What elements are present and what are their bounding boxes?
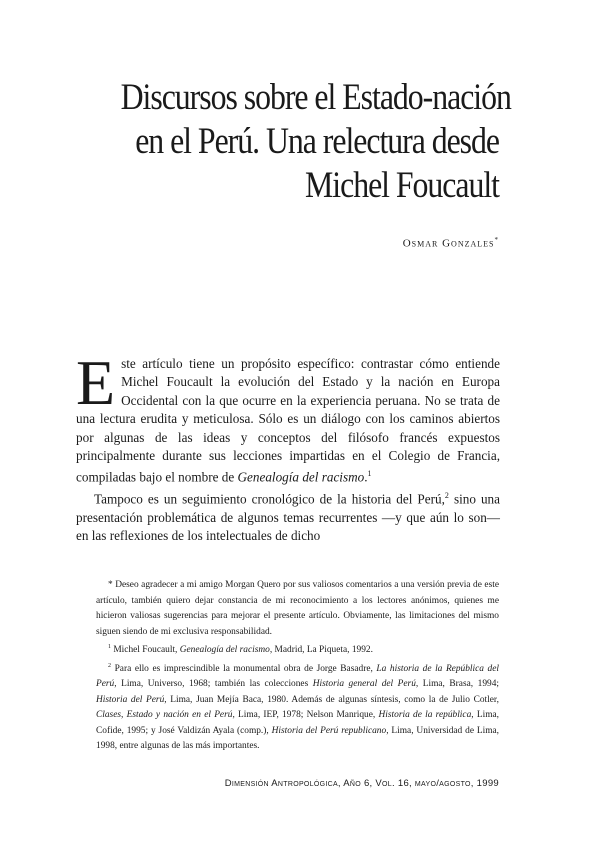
footnote-2-italic-3: Historia del Perú [96,694,165,705]
paragraph-1 [76,347,500,487]
footnote-2-text-g: , Lima, Universidad de Lima, 1998, entre algunas de las más importantes. [96,725,499,752]
footnote-2-number: 2 [108,662,111,669]
paragraph-2-rest: sino una presentación problemática de algunos temas recurrentes —y que aún lo son— en las reflexiones de los intelectuales de dicho [76,491,500,544]
footnote-2-text-a: Para ello es imprescindible la monumental obra de Jorge Basadre, [111,663,377,674]
title-line-2: en el Perú. Una relectura desde [135,121,500,162]
footnotes [96,578,499,755]
footnote-2-italic-5: Historia de la república [378,710,472,721]
footnote-1-italic: Genealogía del racismo [179,645,270,656]
footnote-2-text-f: , Lima, Cofide, 1995; y José Valdizán Ayala (comp.), [96,710,499,736]
paragraph-1-text: ste artículo tiene un propósito específico: contrastar cómo entiende Michel Foucault la evolución del Estado y la nación en Europa Occidental con la que ocurre en la experiencia peruana. No se trata de una lectura erudita y meticulosa. Sólo es un diálogo con los caminos abiertos por algunas de las ideas y conceptos del filósofo francés expuestos principalmente durante sus lecciones impartidas en el Colegio de Francia, compiladas bajo el nombre de [76,356,500,485]
footnote-1-text-end: , Madrid, La Piqueta, 1992. [269,645,373,656]
footnote-2-italic-1: La historia de la República del Perú [96,663,499,690]
author-byline [403,236,499,250]
title-line-1: Discursos sobre el Estado-nación [120,77,511,118]
footnote-2-italic-6: Historia del Perú republicano [271,725,387,736]
running-footer: Dimensión Antropológica, Año 6, Vol. 16, mayo/agosto, 1999 [224,778,499,789]
footnote-star: * Deseo agradecer a mi amigo Morgan Quero por sus valiosos comentarios a una versión previa de este artículo, también quiero dejar constancia de mi reconocimiento a los lectores anónimos, quienes me hicieron valiosas sugerencias para mejorar el presente artículo. Obviamente, las limitaciones del mismo siguen siendo de mi exclusiva responsabilidad. [96,580,499,637]
paragraph-1-end: . [364,469,368,485]
author-footnote-marker: * [494,236,499,244]
article-body [76,347,500,546]
footnote-2-italic-4: Clases, Estado y nación en el Perú [96,710,233,721]
paragraph-2 [76,487,500,546]
article-title [120,76,511,208]
footnote-1 [96,640,499,659]
footnote-2-text-d: , Lima, Juan Mejía Baca, 1980. Además de algunas síntesis, como la de Julio Cotler, [164,694,499,705]
footnote-2-text-c: , Lima, Brasa, 1994; [415,679,499,690]
footnote-1-text: Michel Foucault, [111,645,180,656]
paragraph-1-italic: Genealogía del racismo [237,469,365,485]
drop-cap: E [76,347,116,418]
author-name: Osmar Gonzales [402,237,495,250]
title-line-3: Michel Foucault [305,165,499,206]
footnote-1-number: 1 [108,644,111,650]
footnote-2 [96,659,499,755]
footnote-ref-2: 2 [444,491,449,501]
footnote-2-italic-2: Historia general del Perú [312,679,416,690]
footnote-ref-1: 1 [367,469,372,479]
paragraph-2-text: Tampoco es un seguimiento cronológico de la historia del Perú, [94,491,445,507]
footnote-2-text-e: , Lima, IEP, 1978; Nelson Manrique, [232,710,379,721]
footnote-2-text-b: , Lima, Universo, 1968; también las colecciones [114,679,313,690]
